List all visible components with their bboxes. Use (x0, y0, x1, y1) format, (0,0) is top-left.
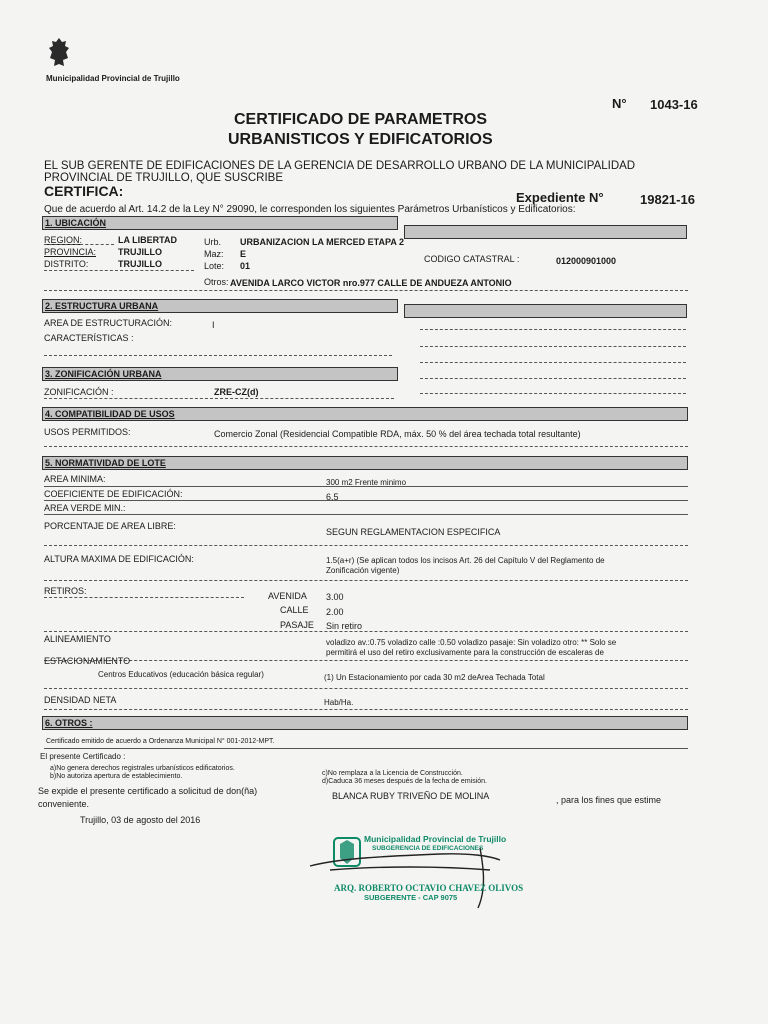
coeficiente-label: COEFICIENTE DE EDIFICACIÓN: (44, 489, 183, 499)
area-minima-label: AREA MINIMA: (44, 474, 106, 484)
region-value: LA LIBERTAD (118, 235, 177, 245)
altura-maxima-value-1: 1.5(a+r) (Se aplican todos los incisos Art. 26 del Capítulo V del Reglamento de (326, 556, 605, 565)
section-3-header: 3. ZONIFICACIÓN URBANA (42, 367, 398, 381)
alineamiento-label: ALINEAMIENTO (44, 634, 111, 644)
crest-logo-icon (46, 36, 72, 70)
retiros-label: RETIROS: (44, 586, 87, 596)
area-libre-value: SEGUN REGLAMENTACION ESPECIFICA (326, 527, 501, 537)
lote-label: Lote: (204, 261, 225, 271)
clause-d: d)Caduca 36 meses después de la fecha de emisión. (322, 778, 487, 785)
certifica-heading: CERTIFICA: (44, 183, 124, 199)
area-minima-value: 300 m2 Frente minimo (326, 478, 407, 487)
codigo-catastral-label: CODIGO CATASTRAL : (424, 254, 520, 264)
area-verde-label: AREA VERDE MIN.: (44, 503, 126, 513)
otros-value: AVENIDA LARCO VICTOR nro.977 CALLE DE ANDUEZA ANTONIO (230, 278, 512, 288)
urb-value: URBANIZACION LA MERCED ETAPA 2 (240, 237, 404, 247)
title-line-1: CERTIFICADO DE PARAMETROS (234, 111, 488, 128)
codigo-catastral-value: 012000901000 (556, 256, 617, 266)
area-estructuracion-label: AREA DE ESTRUCTURACIÓN: (44, 318, 173, 328)
calle-value: 2.00 (326, 607, 344, 617)
org-name: Municipalidad Provincial de Trujillo (46, 74, 180, 83)
expediente-label: Expediente N° (516, 190, 604, 205)
lote-value: 01 (240, 261, 251, 271)
pasaje-value: Sin retiro (326, 621, 363, 631)
area-libre-label: PORCENTAJE DE AREA LIBRE: (44, 521, 176, 531)
legal-text: Que de acuerdo al Art. 14.2 de la Ley N° 29090, le corresponden los siguientes Parámetros Urbanísticos y Edificatorios: (44, 204, 576, 215)
usos-permitidos-value: Comercio Zonal (Residencial Compatible RDA, máx. 50 % del área techada total resultante) (214, 429, 581, 439)
expediente-number: 19821-16 (640, 192, 695, 207)
usos-permitidos-label: USOS PERMITIDOS: (44, 427, 131, 437)
otros-label: Otros: (204, 277, 229, 287)
urb-label: Urb. (204, 237, 222, 247)
distrito-label: DISTRITO: (44, 259, 89, 269)
alineamiento-value-1: voladizo av.:0.75 voladizo calle :0.50 voladizo pasaje: Sin voladizo otro: ** Solo se (326, 638, 617, 647)
estacionamiento-label: ESTACIONAMIENTO (44, 656, 131, 666)
presente-certificado: El presente Certificado : (40, 752, 126, 761)
clause-b: b)No autoriza apertura de establecimiento. (50, 773, 183, 780)
section-2-header-right (404, 304, 687, 318)
section-1-header: 1. UBICACIÓN (42, 216, 398, 230)
avenida-label: AVENIDA (268, 591, 307, 601)
centros-educativos-value: (1) Un Estacionamiento por cada 30 m2 deArea Techada Total (324, 673, 545, 682)
area-estructuracion-value: I (212, 320, 215, 330)
ordenanza-text: Certificado emitido de acuerdo a Ordenanza Municipal N° 001-2012-MPT. (46, 738, 275, 745)
calle-label: CALLE (280, 605, 309, 615)
expide-line-2: conveniente. (38, 799, 90, 809)
title-line-2: URBANISTICOS Y EDIFICATORIOS (228, 131, 493, 148)
provincia-value: TRUJILLO (118, 247, 162, 257)
stamp-line-3: ARQ. ROBERTO OCTAVIO CHAVEZ OLIVOS (334, 883, 524, 893)
altura-maxima-value-2: Zonificación vigente) (326, 566, 400, 575)
zonificacion-label: ZONIFICACIÓN : (44, 387, 114, 397)
maz-label: Maz: (204, 249, 224, 259)
fines-text: , para los fines que estime (556, 795, 662, 805)
stamp-line-4: SUBGERENTE - CAP 9075 (364, 893, 458, 902)
solicitante-name: BLANCA RUBY TRIVEÑO DE MOLINA (332, 791, 490, 801)
provincia-label: PROVINCIA: (44, 247, 97, 257)
centros-educativos-label: Centros Educativos (educación básica regular) (98, 670, 264, 679)
alineamiento-value-2: permitirá el uso del retiro exclusivamente para la construcción de escaleras de (326, 648, 604, 657)
clause-c: c)No remplaza a la Licencia de Construcción. (322, 770, 463, 777)
avenida-value: 3.00 (326, 592, 344, 602)
distrito-value: TRUJILLO (118, 259, 162, 269)
densidad-neta-value: Hab/Ha. (324, 698, 354, 707)
stamp-line-1: Municipalidad Provincial de Trujillo (364, 834, 507, 844)
region-label: REGION: (44, 235, 83, 245)
fecha-emision: Trujillo, 03 de agosto del 2016 (80, 815, 201, 825)
stamp-line-2: SUBGERENCIA DE EDIFICACIONES (372, 845, 484, 852)
section-1-header-right (404, 225, 687, 239)
densidad-neta-label: DENSIDAD NETA (44, 695, 117, 705)
coeficiente-value: 6.5 (326, 492, 339, 502)
pasaje-label: PASAJE (280, 620, 314, 630)
section-5-header: 5. NORMATIVIDAD DE LOTE (42, 456, 688, 470)
cert-number: 1043-16 (650, 97, 698, 112)
intro-line-2: PROVINCIAL DE TRUJILLO, QUE SUSCRIBE (44, 172, 284, 184)
maz-value: E (240, 249, 247, 259)
section-6-header: 6. OTROS : (42, 716, 688, 730)
expide-line-1: Se expide el presente certificado a solicitud de don(ña) (38, 786, 258, 796)
cert-number-label: N° (612, 96, 627, 111)
section-4-header: 4. COMPATIBILIDAD DE USOS (42, 407, 688, 421)
intro-line-1: EL SUB GERENTE DE EDIFICACIONES DE LA GERENCIA DE DESARROLLO URBANO DE LA MUNICIPALIDAD (44, 160, 636, 172)
section-2-header: 2. ESTRUCTURA URBANA (42, 299, 398, 313)
clause-a: a)No genera derechos registrales urbanísticos edificatorios. (50, 765, 235, 772)
altura-maxima-label: ALTURA MAXIMA DE EDIFICACIÓN: (44, 554, 194, 564)
caracteristicas-label: CARACTERÍSTICAS : (44, 333, 134, 343)
zonificacion-value: ZRE-CZ(d) (214, 387, 259, 397)
